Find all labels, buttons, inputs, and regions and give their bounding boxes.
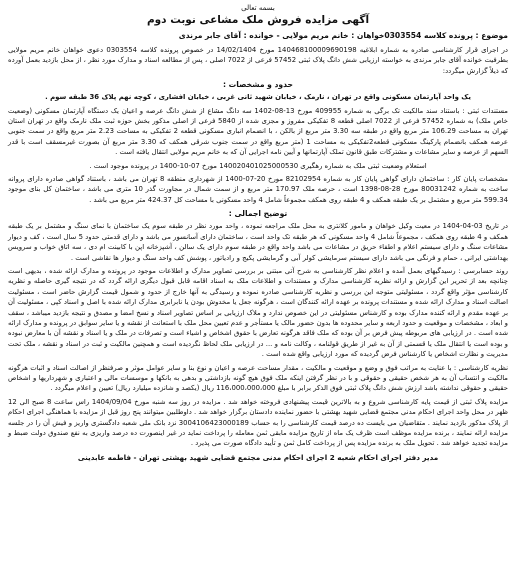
deed-paragraph: مستندات ثبتی : باستناد سند مالکیت تک برگی به شماره 409955 مورخ 13-08-1402 سه دانگ مشاع از شش دانگ عرصه و اعیان یک دستگاه آپارتمان مسکونی (وضعیت خاص ملک) به شماره 57452 فرعی از 7022 اصلی قطعه 8 تفکیکی مفروز و مجزی شده از 5840 فرعی از اصلی مذکور بخش حوزه ثبت ملک نارمک واقع در تهران استان تهران به مساحت 106.29 متر مربع واقع در طبقه سه 3.30 متر مربع از بالکن ، با انضمام انباری مسکونی قطعه 2 تفکیکی به مساحت 2.23 متر مربع واقع در سمت جنوبی عرصه همکف بانضمام پارکینگ مسکونی قطعه2تفکیکی به مساحت 1 (متر مربع واقع در سمت جنوب شرقی همکف که 3.30 متر مربع آن بصورت غیرمسقف است با قدر السهم از عرصه و سایر مشاعات و مشترکات طبق قانون تملک آپارتمانها و آیین نامه اجرایی آن که به خانم مریم مولایی انتقال یافته است . (8, 106, 509, 157)
intro-paragraph: در اجرای قرار کارشناسی صادره به شماره ابلاغیه 140468100009690198 مورخ 14/02/1404 در خصوص پرونده کلاسه 0303554 دعوی خواهان خانم مریم مولایی بطرفیت خوانده آقای جابر مرندی به خواسته ارزیابی شش دانگ پلاک ثبتی 57452 فرعی از 7022 اصلی ، پس از مطالعه اسناد و مدارک مورد نظر ، از محل بازدید بعمل آورده که ذیلاً گزارش میگردد: (8, 46, 508, 75)
evaluation-paragraph: روند حسابرسی : رسیدگیهای بعمل آمده و اعلام نظر کارشناسی به شرح آتی مبتنی بر بررسی تصاویر مدارک و اطلاعات موجود در پرونده و مدارک ارائه شده ، بدیهی است چنانچه بعد از تحریر این گزارش و ارائه نظریه کارشناسی مدارک و مستندات و اطلاعات ملک به اسناد اقامه قابل قبول دیگری ارائه گردد که در نتیجه گیری حاصله و نظریه کارشناسی مؤثر واقع گردد ، مسئولیتی متوجه این بررسی و نظریه کارشناسی صادره نموده و رسیدگی به آنها خارج از حدود و شمول قیمت گزارش حاضر است ، مسئولیت اصالت اسناد و مدارک ارائه شده و مستندات پرونده بر عهده ارائه کنندگان است ، هرگونه جعل یا مخدوش بودن یا نابرابری مدارک ارائه شده با اصل و اسناد کپی ، مسئولیت آن بر عهده مقدم و ارائه کننده مدارک بوده و کارشناس مسئولیتی در این خصوص ندارد و ملاک ارزیابی بر اساس تصاویر اسناد و نسخ امضا و مصدق و نتیجه بازدید میباشد ، سقف و ابعاد ، مشخصات و موقعیت و حدود اربعه و سایر محدوده ها بدون حضور مالک یا مستأجر و عدم تعیین محل ملک با استعانت از نقشه و یا سایر سوابق در پرونده و مدارک ارائه شده است . در ارزیابی های مربوطه پیش فرض بر آن بوده که ملک فاقد هرگونه تعارض با حقوق اشخاص و اشیاء است و تصرفات در ملک و یا اسناد و نقشه آن با معارض نبوده و بوده است یا انتقال ملک یا قسمتی از آن به غیر از طریق قولنامه ، وکالت نامه و ... در ارزیابی ملک لحاظ نگردیده است و همچنین مالکیت و ثبت در اسناد و نقشه ، ملک تحت مدیریت و نظارت اشخاص یا کارشناس فرض گردیده که مورد ارزیابی واقع شده است . (8, 266, 508, 359)
property-section-title: حدود و مشخصات : (222, 80, 294, 90)
auction-paragraph: مزایده پلاک ثبتی از قیمت پایه کارشناسی شروع و به بالاترین قیمت پیشنهادی فروخته خواهد شد . مزایده در روز سه شنبه مورخ 1404/09/04 راس ساعت 8 صبح الی 12 ظهر در محل واحد اجرای احکام مدنی مجتمع قضایی شهید بهشتی با حضور نماینده دادستان برگزار خواهد شد . داوطلبین میتوانند پنج روز قبل از مزایده با هماهنگی اجرای احکام از پلاک مذکور بازدید نمایند . متقاضیان می بایست ده درصد قیمت کارشناسی را به حساب 3004106423000189 نزد بانک ملی شعبه دادگستری واریز و فیش آن را در جلسه مزایده ارائه نمایند ، برنده مزایده موظف است ظرف یک ماه از تاریخ مزایده مابقی ثمن معامله را پرداخت نماید در غیر اینصورت ده درصد واریزی به نفع صندوق دولت ضبط و مزایده تجدید خواهد شد . تحویل ملک به برنده مزایده پس از پرداخت کامل ثمن و تأیید دادگاه صورت می پذیرد . (8, 397, 508, 448)
tracking-paragraph: استعلام وضعیت ثبتی ملک به شماره رهگیری 140020401025000530 مورخ 07-10-1400 در پرونده موجود است . (89, 161, 427, 170)
bismillah: بسمه تعالی (241, 4, 275, 12)
page-title: آگهی مزایده فروش ملک مشاعی نوبت دوم (146, 14, 370, 26)
signature-footer: مدیر دفتر اجرای احکام شعبه 2 اجرای احکام مدنی مجتمع قضایی شهید بهشتی تهران - فاطمه عابدینی (77, 452, 439, 462)
general-paragraph: در تاریخ 03-04-1404 در معیت وکیل خواهان و مامور کلانتری به محل ملک مراجعه نموده ، واحد مورد نظر در طبقه سوم یک ساختمان با نمای سنگ و مشتمل بر یک طبقه همکف و 4 طبقه روی همکف ، مجموعاً شامل 4 واحد مسکونی که هر طبقه تک واحد است ، ساختمان دارای آسانسور می باشد و دارای قدمتی حدود 5 سال است ، کف و دیوار مشاعات سنگ و دارای سیستم اعلام و اطفاء حریق در مشاعات می باشد واحد واقع در طبقه سوم دارای یک سالن ، آشپزخانه اپن با کابینت ام دی ، سه اتاق خواب و سرویس بهداشتی ایرانی ، حمام و فرنگی می باشد دارای سیستم سرمایشی کولر آبی و گرمایشی پکیج و رادیاتور ، پوشش کف واحد سنگ و دیوار ها نقاشی است . (8, 222, 508, 262)
general-section-title: توضیح اجمالی : (228, 209, 288, 219)
case-subject: موضوع : پرونده کلاسه 0303554خواهان : خانم مریم مولایی - خوانده : آقای جابر مرندی (178, 31, 508, 40)
property-address: یک واحد آپارتمان مسکونی واقع در تهران ، نارمک ، خیابان شهید ثانی غربی ، خیابان افشاری ، کوچه نهم پلاک 36 طبقه سوم . (45, 93, 471, 102)
permit-paragraph: مشخصات پایان کار : ساختمان دارای گواهی پایان کار به شماره 82102954 مورخ 20-07-1400 از شهرداری منطقه 8 تهران می باشد ، باستناد گواهی صادره دارای پروانه ساخت به شماره 80031242 مورخ 28-08-1398 است ، حرصه ملک 170.97 متر مربع و از سمت شمال در مجاورت گذر 10 متری می باشد ، ساختمان کل بنای موجود 599.34 متر مربع و مشتمل بر یک طبقه همکف و 4 طبقه روی همکف مجموعاً شامل 4 واحد مسکونی با مساحت کل 424.37 متر مربع می باشد . (8, 175, 508, 204)
expert-opinion-paragraph: نظریه کارشناسی : با عنایت به مراتب فوق و وضع و موقعیت و مالکیت ، مقدار مساحت عرصه و اعیان و نوع بنا و سایر عوامل موثر و صرفنظر از اصالت اسناد و اثبات هرگونه مالکیت و انتساب آن به هر شخص حقیقی و حقوقی و با در نظر گرفتن اینکه ملک فوق هیچ گونه بازداشتی و بدهی به بانکها و موسسات مالی و اعتباری و شهرداریها و اشخاص حقیقی و حقوقی نداشته باشد ارزش شش دانگ پلاک ثبتی فوق الذکر برابر با مبلغ 116،000،000،000 ریال (یکصد و شانزده میلیارد ریال) تعیین و اعلام میگردد . (8, 363, 508, 393)
